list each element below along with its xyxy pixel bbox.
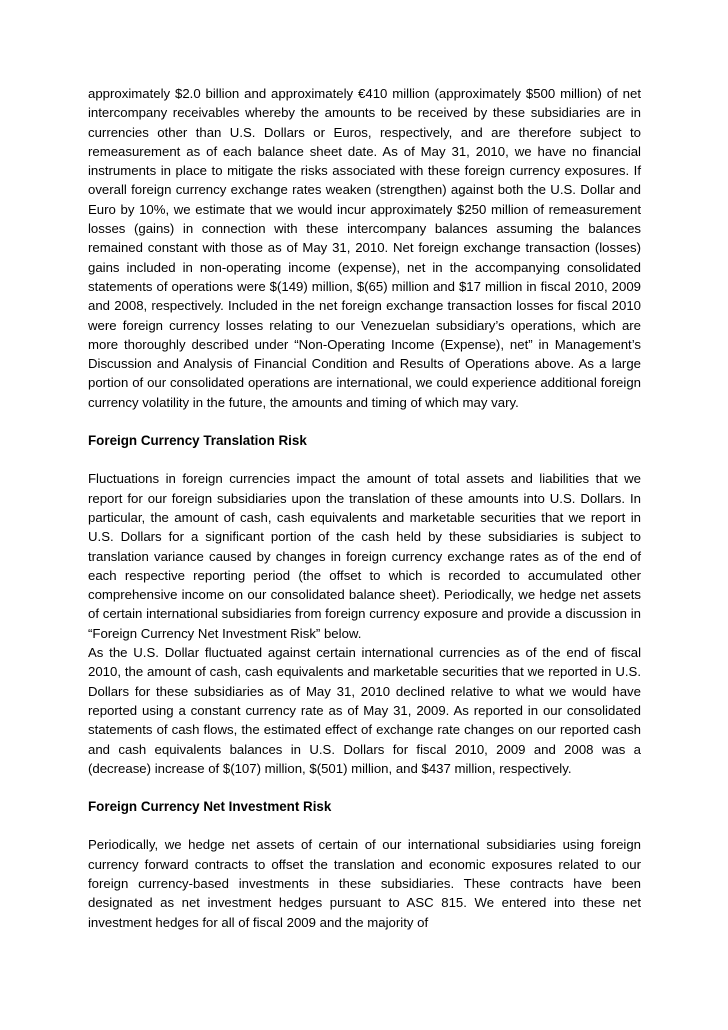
paragraph-spacer (88, 816, 641, 835)
document-page (88, 84, 641, 932)
paragraph-translation-risk: Fluctuations in foreign currencies impact the amount of total assets and liabilities that we report for our foreign subsidiaries upon the translation of these amounts into U.S. Dollars. In particular, the amount of cash, cash equivalents and marketable securities that we report in U.S. Dollars for a significant portion of the cash held by these subsidiaries is subject to translation variance caused by changes in foreign currency exchange rates as of the end of each respective reporting period (the offset to which is recorded to accumulated other comprehensive income on our consolidated balance sheet). Periodically, we hedge net assets of certain international subsidiaries from foreign currency exposure and provide a discussion in “Foreign Currency Net Investment Risk” below. (88, 471, 641, 641)
paragraph-net-investment-hedges: Periodically, we hedge net assets of certain of our international subsidiaries using foreign currency forward contracts to offset the translation and economic exposures related to our foreign currency-based investments in these subsidiaries. These contracts have been designated as net investment hedges pursuant to ASC 815. We entered into these net investment hedges for all of fiscal 2009 and the majority of (88, 837, 641, 930)
heading-translation-risk: Foreign Currency Translation Risk (88, 433, 307, 449)
paragraph-cash-effect: As the U.S. Dollar fluctuated against certain international currencies as of the end of fiscal 2010, the amount of cash, cash equivalents and marketable securities that we reported in U.S. Dollars for these subsidiaries as of May 31, 2010 declined relative to what we would have reported using a constant currency rate as of May 31, 2009. As reported in our consolidated statements of cash flows, the estimated effect of exchange rate changes on our reported cash and cash equivalents balances in U.S. Dollars for fiscal 2010, 2009 and 2008 was a (decrease) increase of $(107) million, $(501) million, and $437 million, respectively. (88, 645, 641, 776)
heading-net-investment-risk: Foreign Currency Net Investment Risk (88, 799, 332, 815)
paragraph-spacer (88, 778, 641, 797)
paragraph-remeasurement: approximately $2.0 billion and approximately €410 million (approximately $500 million) of net intercompany receivables whereby the amounts to be received by these subsidiaries are in currencies other than U.S. Dollars or Euros, respectively, and are therefore subject to remeasurement as of each balance sheet date. As of May 31, 2010, we have no financial instruments in place to mitigate the risks associated with these foreign currency exposures. If overall foreign currency exchange rates weaken (strengthen) against both the U.S. Dollar and Euro by 10%, we estimate that we would incur approximately $250 million of remeasurement losses (gains) in connection with these intercompany balances assuming the balances remained constant with those as of May 31, 2010. Net foreign exchange transaction (losses) gains included in non-operating income (expense), net in the accompanying consolidated statements of operations were $(149) million, $(65) million and $17 million in fiscal 2010, 2009 and 2008, respectively. Included in the net foreign exchange transaction losses for fiscal 2010 were foreign currency losses relating to our Venezuelan subsidiary’s operations, which are more thoroughly described under “Non-Operating Income (Expense), net” in Management’s Discussion and Analysis of Financial Condition and Results of Operations above. As a large portion of our consolidated operations are international, we could experience additional foreign currency volatility in the future, the amounts and timing of which may vary. (88, 86, 641, 410)
paragraph-spacer (88, 412, 641, 431)
paragraph-spacer (88, 450, 641, 469)
